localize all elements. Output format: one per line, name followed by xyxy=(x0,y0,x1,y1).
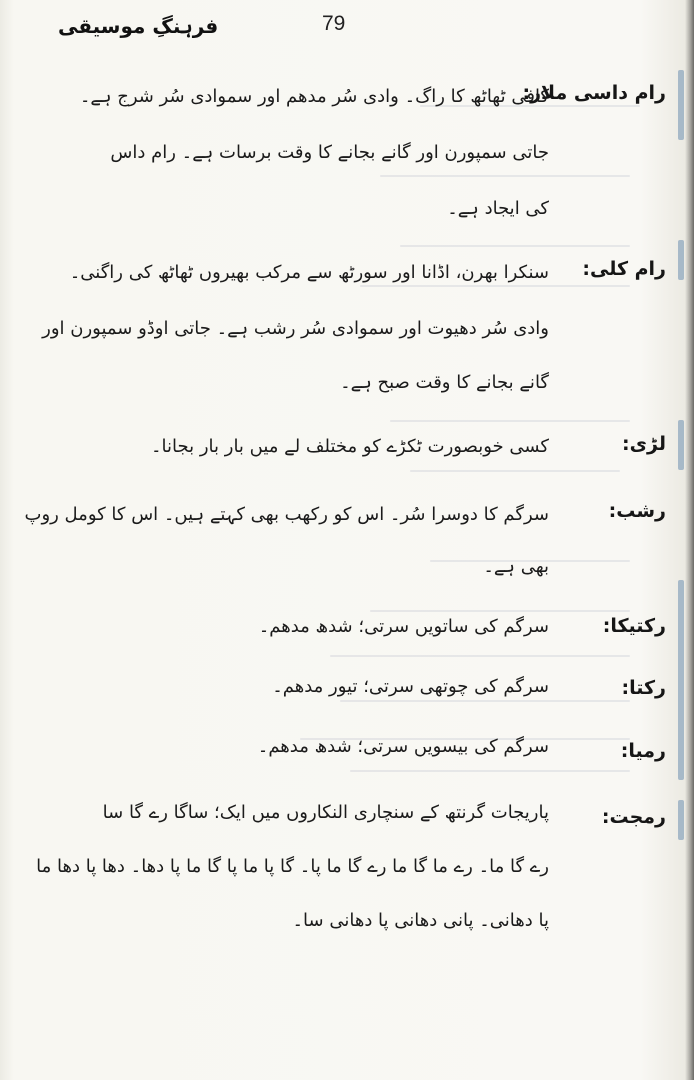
bleed-through-mark xyxy=(400,245,630,247)
entry-term: رمجت: xyxy=(601,806,666,828)
bleed-through-mark xyxy=(370,610,630,612)
margin-bar xyxy=(678,800,684,840)
entry-line: گانے بجانے کا وقت صبح ہے۔ xyxy=(340,372,549,393)
page-number: 79 xyxy=(322,12,346,35)
binding-shadow xyxy=(685,0,694,1080)
margin-bar xyxy=(678,240,684,280)
entry-term: رام کلی: xyxy=(582,258,666,280)
entry-line: سنکرا بھرن، اڈانا اور سورٹھ سے مرکب بھیروں ٹھاٹھ کی راگنی۔ xyxy=(69,262,549,283)
entry-term: رکتا: xyxy=(621,677,666,699)
bleed-through-mark xyxy=(390,420,630,422)
entry-term: رشب: xyxy=(608,500,666,522)
running-title: فرہنگِ موسیقی xyxy=(58,14,219,38)
entry-term: رام داسی ملار: xyxy=(522,82,666,104)
entry-line: سرگم کی ساتویں سرتی؛ شدھ مدھم۔ xyxy=(258,616,549,637)
entry-term: رمیا: xyxy=(620,740,666,762)
margin-bar xyxy=(678,420,684,470)
entry-line: سرگم کی بیسویں سرتی؛ شدھ مدھم۔ xyxy=(257,736,549,757)
entry-line: پاریجات گرنتھ کے سنچاری النکاروں میں ایک؛ ساگا رے گا سا xyxy=(102,802,549,823)
entry-line: سرگم کا دوسرا سُر۔ اس کو رکھب بھی کہتے ہیں۔ اس کا کومل روپ xyxy=(24,504,549,525)
bleed-through-mark xyxy=(360,285,630,287)
entry-term: رکتیکا: xyxy=(602,615,666,637)
entry-line: جاتی سمپورن اور گانے بجانے کا وقت برسات ہے۔ رام داس xyxy=(110,142,549,163)
entry-line: وادی سُر دھیوت اور سموادی سُر رشب ہے۔ جاتی اوڈو سمپورن اور xyxy=(42,318,549,339)
entry-line: کی ایجاد ہے۔ xyxy=(447,198,549,219)
bleed-through-mark xyxy=(340,700,630,702)
entry-line: کسی خوبصورت ٹکڑے کو مختلف لے میں بار بار بجانا۔ xyxy=(150,436,549,457)
entry-line: پا دھانی۔ پانی دھانی پا دھانی سا۔ xyxy=(292,910,549,931)
margin-bar xyxy=(678,70,684,140)
entry-line: سرگم کی چوتھی سرتی؛ تیور مدھم۔ xyxy=(272,676,549,697)
bleed-through-mark xyxy=(330,655,630,657)
entry-line: رے گا ما۔ رے ما گا ما رے گا ما پا۔ گا پا ما پا گا ما پا دھا۔ دھا پا دھا ما xyxy=(36,856,549,877)
entry-line: بھی ہے۔ xyxy=(483,556,549,577)
entry-term: لڑی: xyxy=(622,433,666,455)
bleed-through-mark xyxy=(380,175,630,177)
bleed-through-mark xyxy=(350,770,630,772)
margin-bar xyxy=(678,580,684,780)
entry-line: کافی ٹھاٹھ کا راگ۔ وادی سُر مدھم اور سموادی سُر شرج ہے۔ xyxy=(79,86,549,107)
bleed-through-mark xyxy=(410,470,620,472)
